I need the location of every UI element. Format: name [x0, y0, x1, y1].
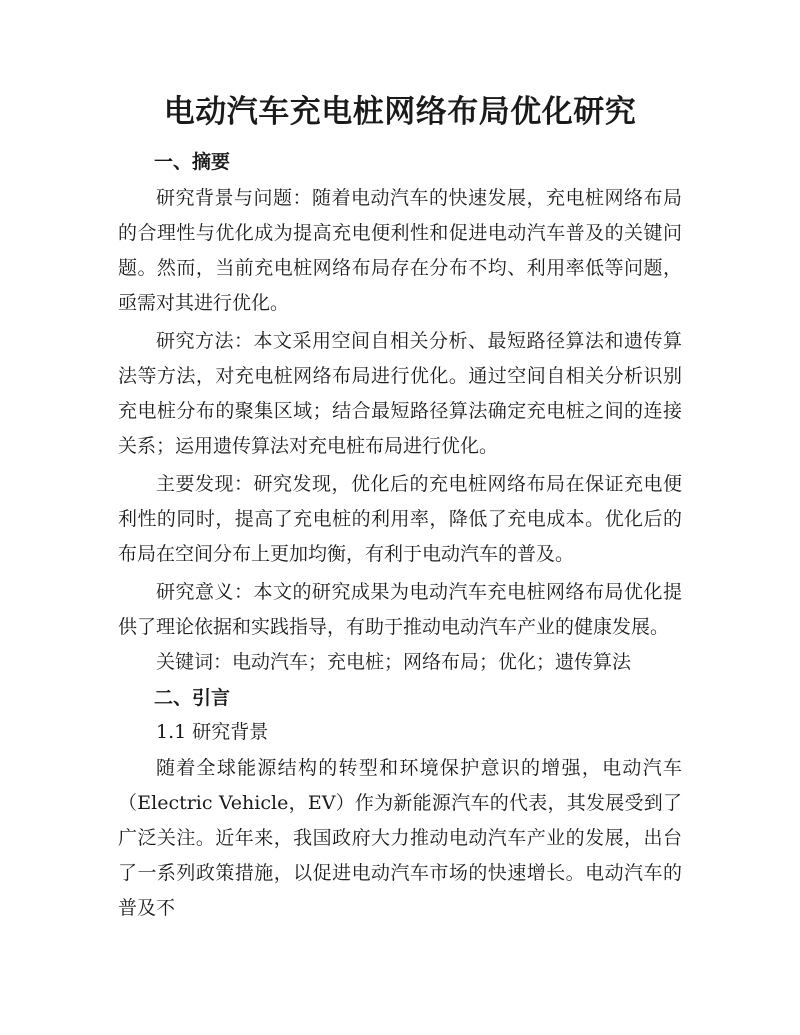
section-heading-introduction: 二、引言: [154, 687, 231, 709]
abstract-significance-paragraph: 研究意义：本文的研究成果为电动汽车充电桩网络布局优化提供了理论依据和实践指导，有助于推动电动汽车产业的健康发展。: [118, 581, 682, 638]
subsection-heading-research-background: 1.1 研究背景: [156, 721, 269, 743]
section-heading-abstract: 一、摘要: [154, 151, 231, 173]
abstract-methods-paragraph: 研究方法：本文采用空间自相关分析、最短路径算法和遗传算法等方法，对充电桩网络布局进行优化。通过空间自相关分析识别充电桩分布的聚集区域；结合最短路径算法确定充电桩之间的连接关系；运用遗传算法对充电桩布局进行优化。: [118, 330, 682, 457]
introduction-paragraph: 随着全球能源结构的转型和环境保护意识的增强，电动汽车（Electric Vehicle，EV）作为新能源汽车的代表，其发展受到了广泛关注。近年来，我国政府大力推动电动汽车产业的发展，出台了一系列政策措施，以促进电动汽车市场的快速增长。电动汽车的普及不: [118, 757, 682, 919]
keywords-line: 关键词：电动汽车；充电桩；网络布局；优化；遗传算法: [156, 651, 632, 673]
abstract-findings-paragraph: 主要发现：研究发现，优化后的充电桩网络布局在保证充电便利性的同时，提高了充电桩的利用率，降低了充电成本。优化后的布局在空间分布上更加均衡，有利于电动汽车的普及。: [118, 473, 682, 565]
document-title: 电动汽车充电桩网络布局优化研究: [163, 94, 637, 130]
abstract-background-paragraph: 研究背景与问题：随着电动汽车的快速发展，充电桩网络布局的合理性与优化成为提高充电便利性和促进电动汽车普及的关键问题。然而，当前充电桩网络布局存在分布不均、利用率低等问题，亟需对其进行优化。: [118, 187, 682, 314]
